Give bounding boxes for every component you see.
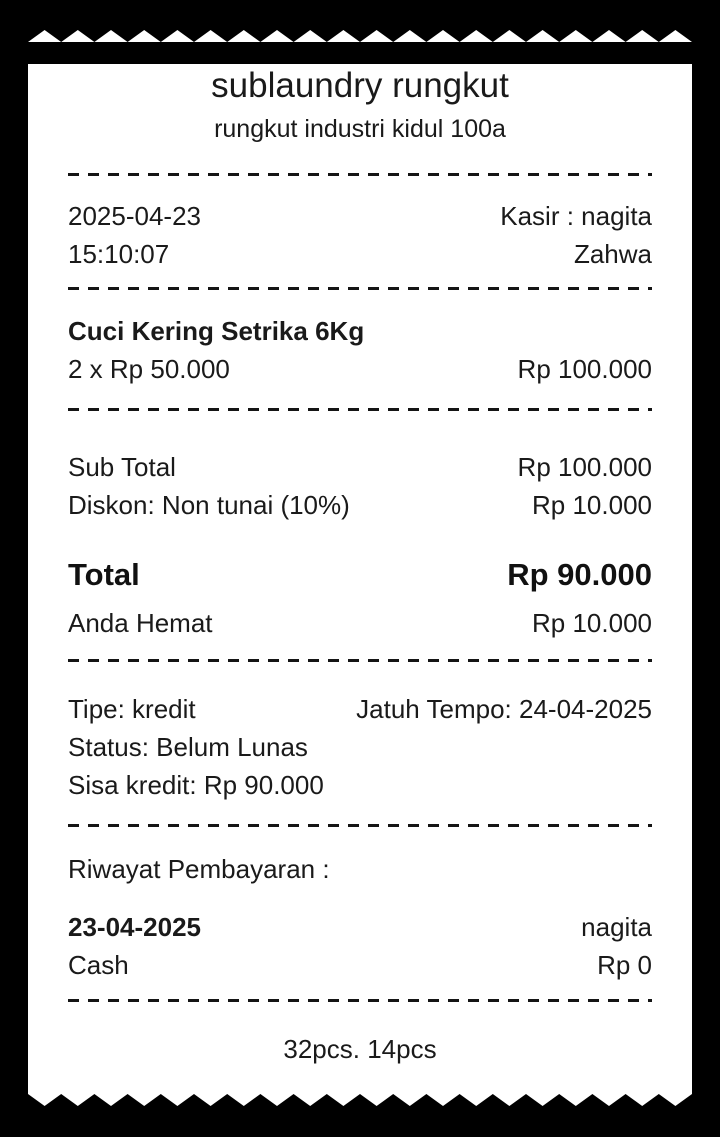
item-price-row [68, 350, 652, 388]
savings-row [68, 604, 652, 642]
divider [68, 824, 652, 827]
total-row [68, 551, 652, 599]
credit-remaining: Sisa kredit: Rp 90.000 [68, 770, 324, 800]
payment-entry-row-2 [68, 946, 652, 984]
receipt [28, 30, 692, 1106]
receipt-paper [28, 64, 692, 1094]
item-amount: Rp 100.000 [517, 354, 652, 384]
total-label: Total [68, 557, 140, 592]
transaction-date: 2025-04-23 [68, 201, 201, 231]
payment-entry-row-1 [68, 908, 652, 946]
credit-type: Tipe: kredit [68, 694, 196, 724]
credit-status: Status: Belum Lunas [68, 732, 308, 762]
payment-by: nagita [581, 912, 652, 942]
divider [68, 287, 652, 290]
receipt-torn-edge-bottom [28, 1094, 692, 1106]
payment-date: 23-04-2025 [68, 912, 201, 942]
subtotal-value: Rp 100.000 [517, 452, 652, 482]
discount-row [68, 486, 652, 524]
transaction-time: 15:10:07 [68, 239, 170, 269]
meta-row-2 [68, 235, 652, 273]
total-value: Rp 90.000 [507, 557, 652, 592]
store-address: rungkut industri kidul 100a [214, 115, 506, 143]
receipt-torn-edge-top [28, 30, 692, 42]
discount-value: Rp 10.000 [532, 490, 652, 520]
meta-row-1 [68, 197, 652, 235]
cashier-name-wrap: Zahwa [573, 239, 652, 269]
divider [68, 408, 652, 411]
item-name: Cuci Kering Setrika 6Kg [68, 316, 365, 346]
payment-history-title: Riwayat Pembayaran : [68, 854, 330, 884]
divider [68, 173, 652, 176]
savings-value: Rp 10.000 [532, 608, 652, 638]
pieces-summary: 32pcs. 14pcs [283, 1034, 437, 1064]
payment-method: Cash [68, 950, 129, 980]
cashier-label: Kasir : nagita [500, 201, 652, 231]
payment-amount: Rp 0 [597, 950, 652, 980]
item-qty-price: 2 x Rp 50.000 [68, 354, 230, 384]
store-name: sublaundry rungkut [211, 66, 509, 105]
credit-type-row [68, 690, 652, 728]
divider [68, 999, 652, 1002]
credit-due-date: Jatuh Tempo: 24-04-2025 [356, 694, 652, 724]
discount-label: Diskon: Non tunai (10%) [68, 490, 350, 520]
divider [68, 659, 652, 662]
subtotal-row [68, 448, 652, 486]
savings-label: Anda Hemat [68, 608, 213, 638]
subtotal-label: Sub Total [68, 452, 176, 482]
